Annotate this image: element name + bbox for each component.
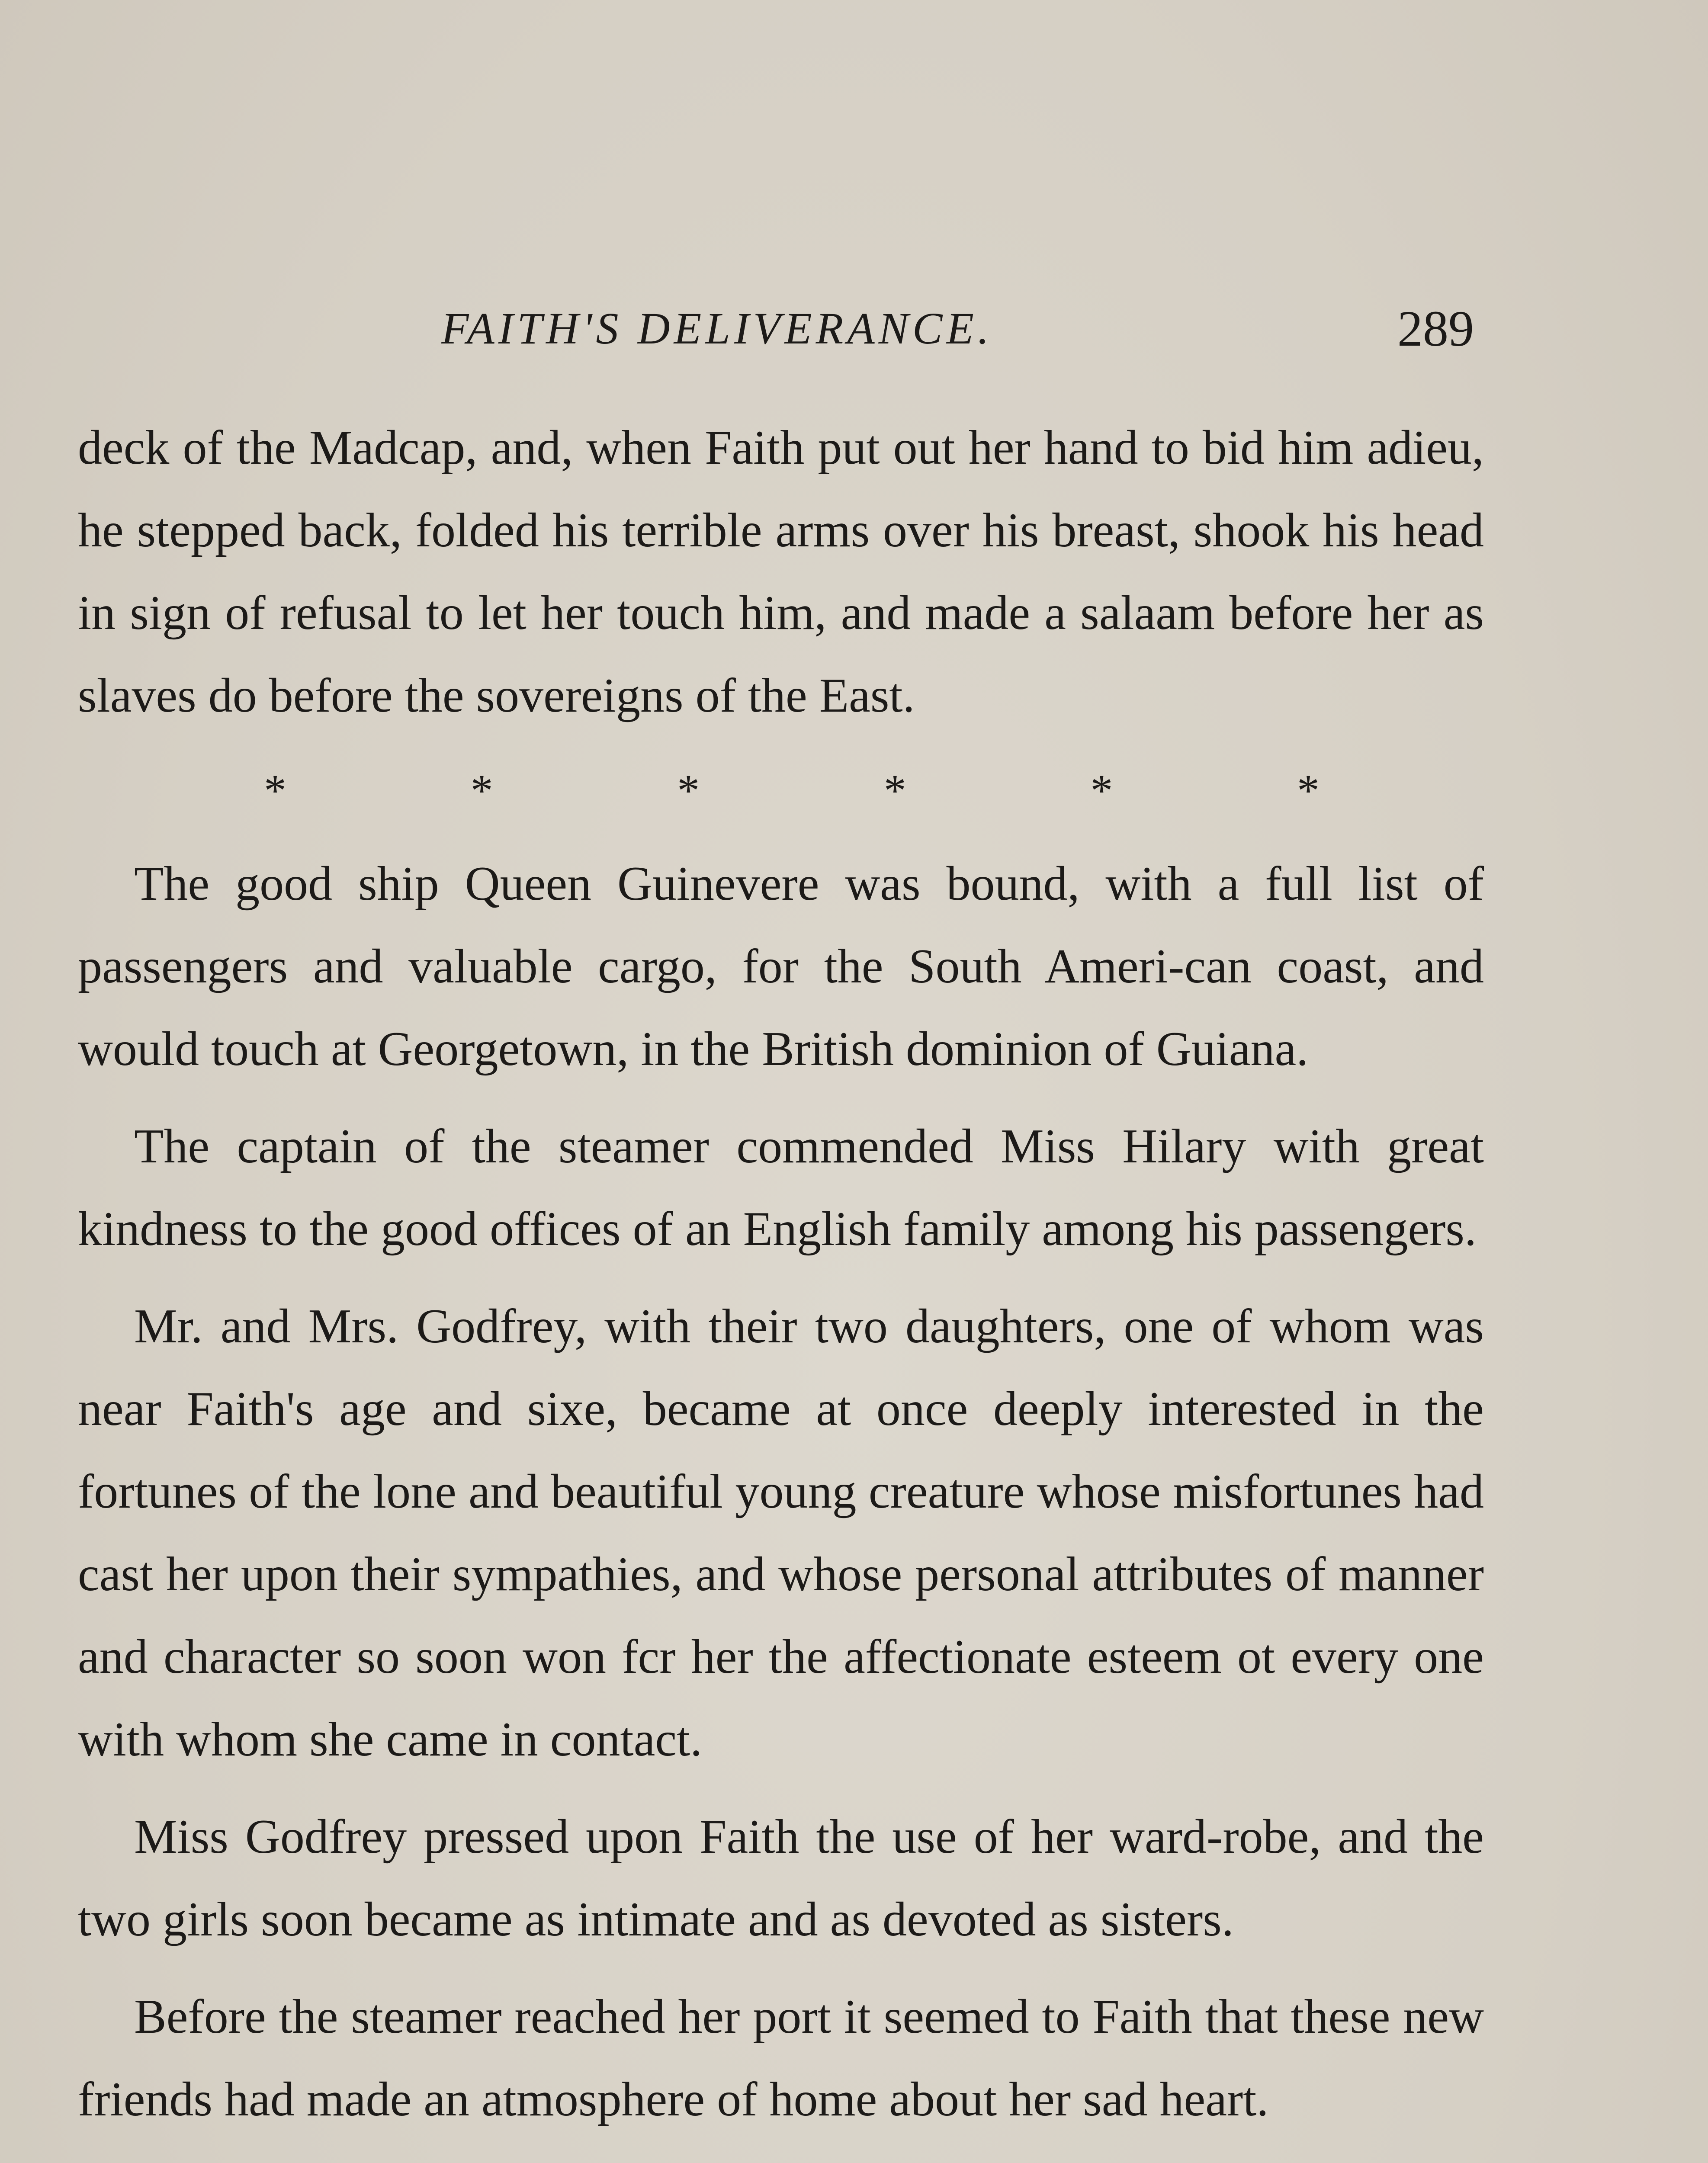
paragraph: Miss Godfrey pressed upon Faith the use of her ward-robe, and the two girls soon became as intimate and as devoted as sisters.: [78, 1810, 1484, 1946]
asterisk: *: [677, 766, 700, 815]
paragraph: The captain of the steamer commended Miss Hilary with great kindness to the good offices of an English family among his passengers.: [78, 1120, 1484, 1256]
page-number: 289: [1397, 300, 1474, 357]
paragraph: [78, 2156, 1484, 2163]
running-title: FAITH'S DELIVERANCE.: [441, 304, 993, 353]
asterisk: *: [264, 766, 286, 815]
paragraph: Mr. and Mrs. Godfrey, with their two daughters, one of whom was near Faith's age and sixe, became at once deeply interested in the fortunes of the lone and beautiful young creature whose misfortunes had cast her upon their sympathies, and whose personal attributes of manner and character so soon won fcr her the affectionate esteem ot every one with whom she came in contact.: [78, 1300, 1484, 1766]
asterisk: *: [1297, 766, 1320, 815]
paragraph: Before the steamer reached her port it seemed to Faith that these new friends had made an atmosphere of home about her sad heart.: [78, 1990, 1484, 2126]
asterisk: *: [470, 766, 493, 815]
running-head: [78, 294, 1483, 363]
paragraph: The good ship Queen Guinevere was bound, with a full list of passengers and valuable cargo, for the South Ameri-can coast, and would touch at Georgetown, in the British dominion of Guiana.: [78, 857, 1484, 1076]
asterisk: *: [1090, 766, 1113, 815]
asterisk: *: [883, 766, 906, 815]
text-block: [78, 407, 1484, 2163]
paragraph-continuation: deck of the Madcap, and, when Faith put out her hand to bid him adieu, he stepped back, folded his terrible arms over his breast, shook his head in sign of refusal to let her touch him, and made a salaam before her as slaves do before the sovereigns of the East.: [78, 421, 1484, 722]
section-separator: [78, 752, 1484, 830]
